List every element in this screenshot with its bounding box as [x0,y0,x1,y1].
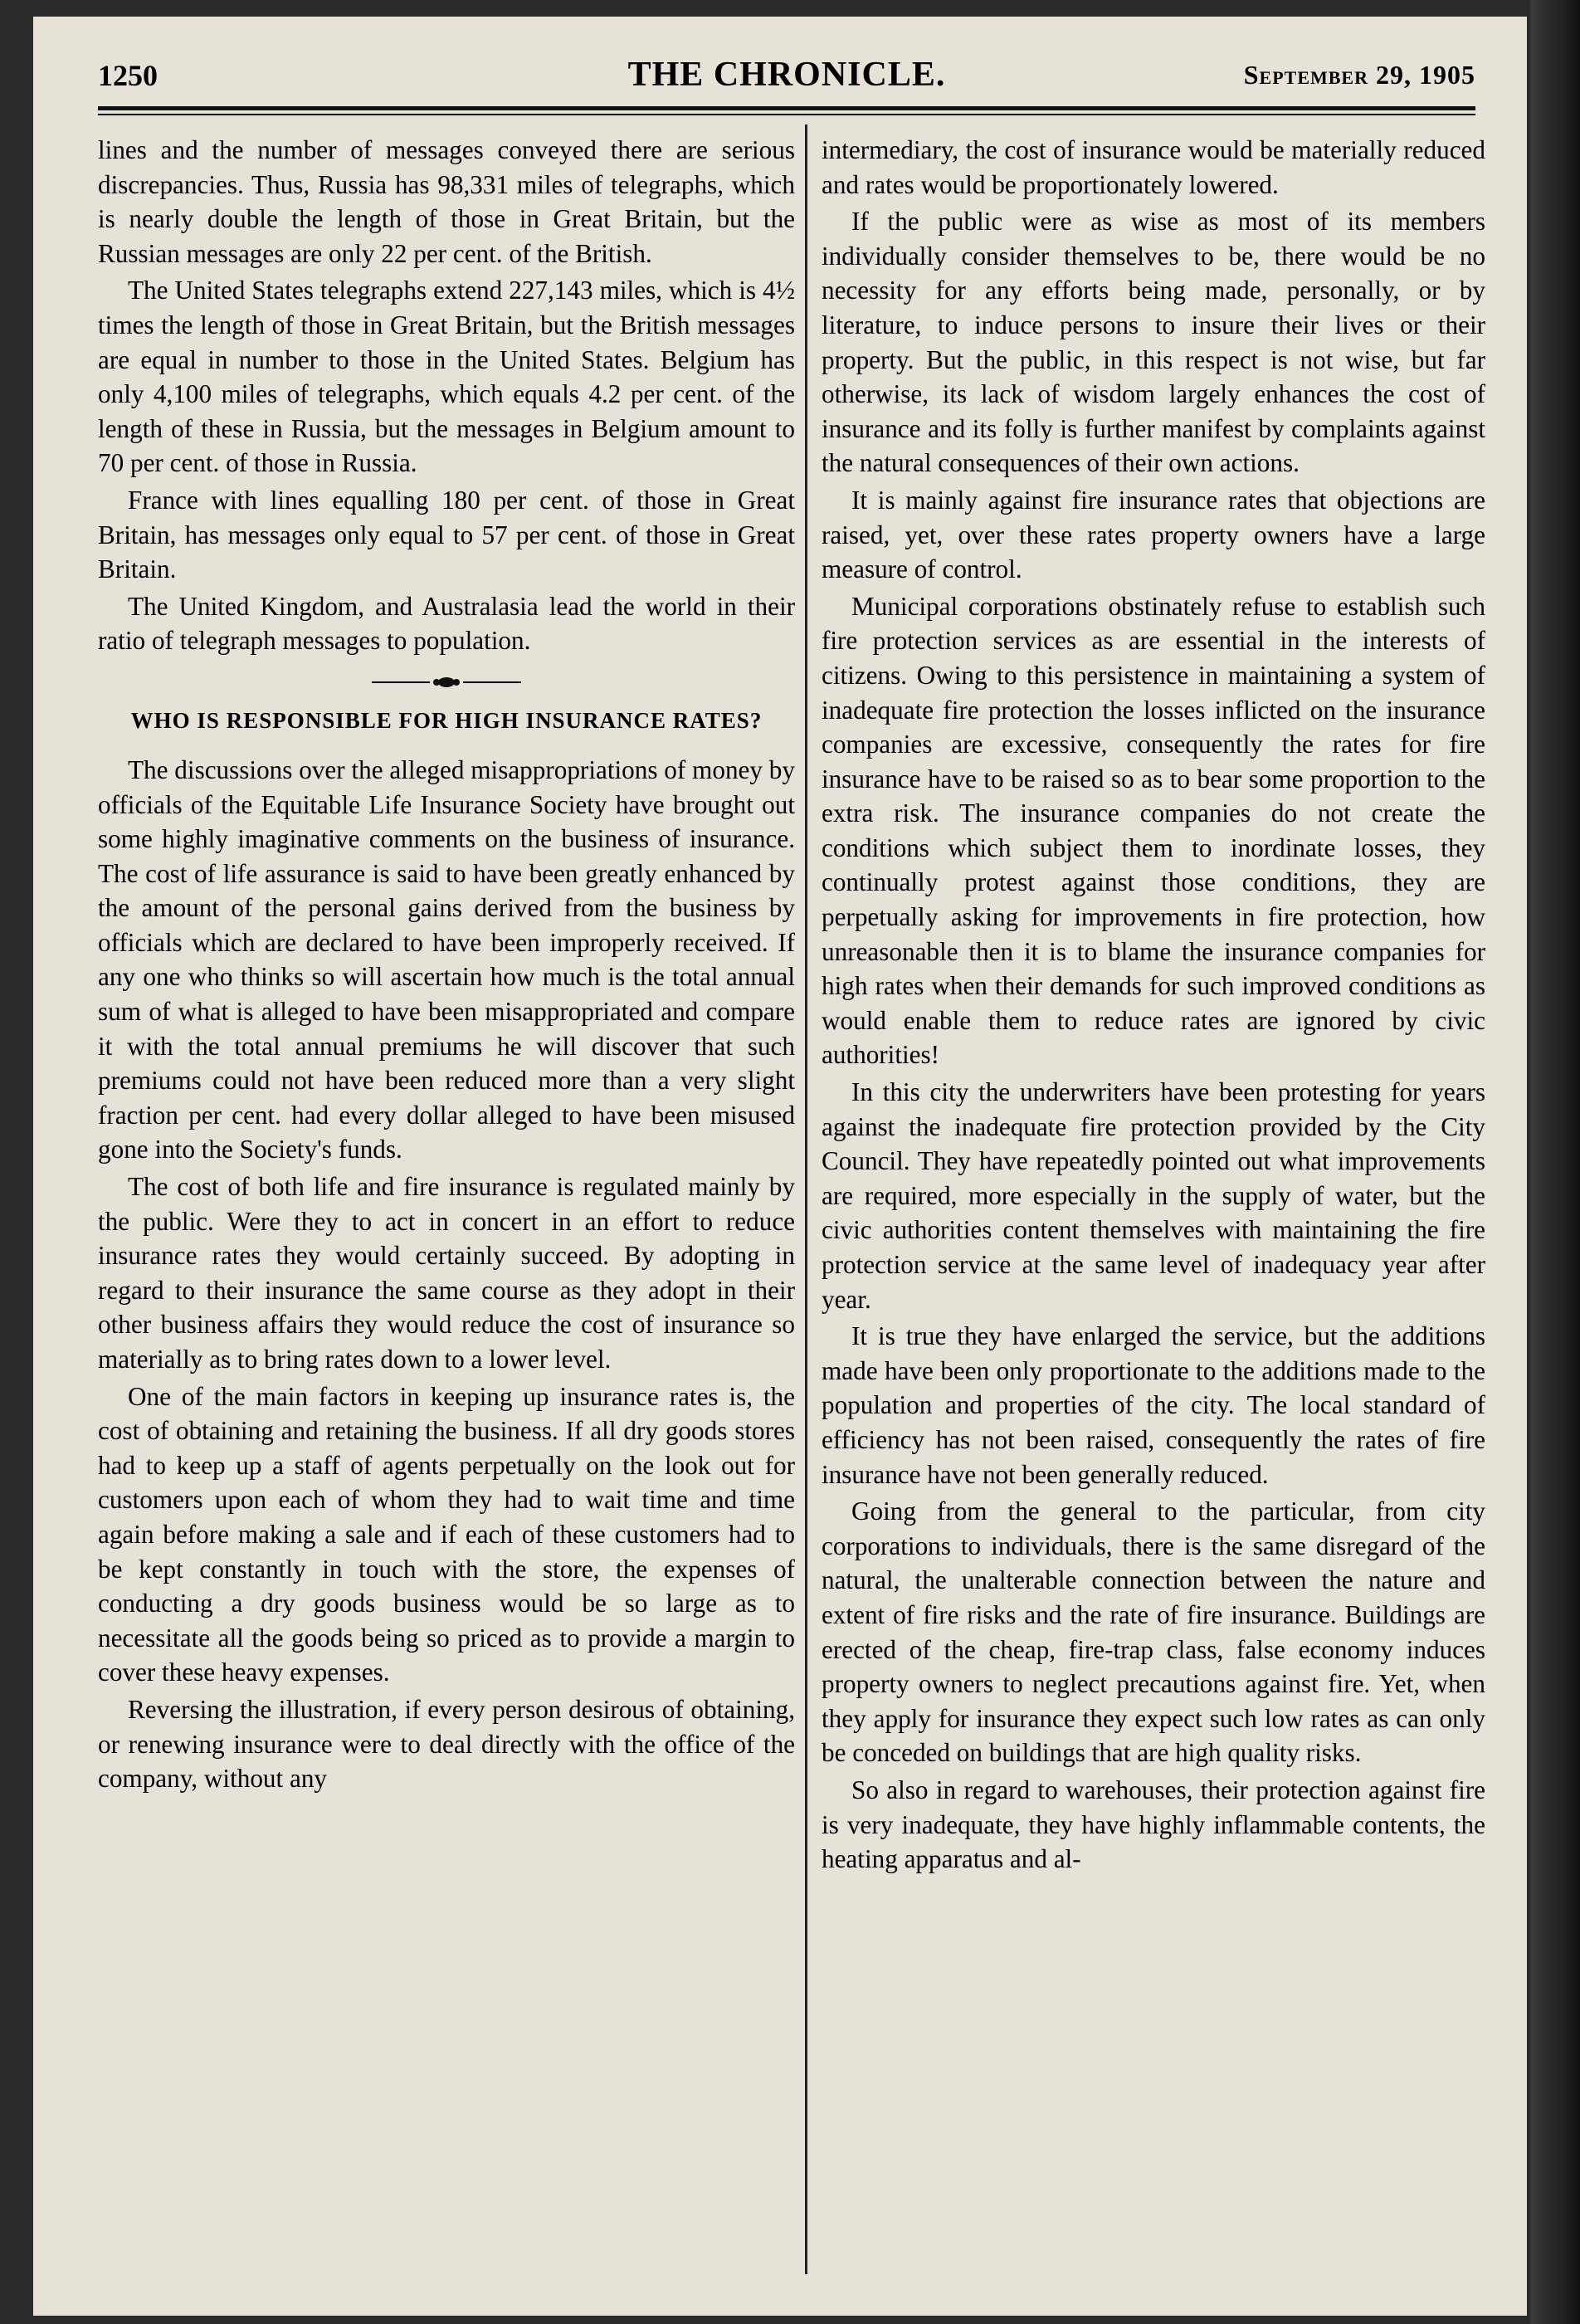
paragraph: France with lines equalling 180 per cent. of those in Great Britain, has messages only equal to 57 per cent. of those in Great Britain. [98,485,795,584]
paragraph: It is mainly against fire insurance rates that objections are raised, yet, over these rates property owners have a large measure of control. [822,485,1485,584]
paragraph: So also in regard to warehouses, their protection against fire is very inadequate, they have highly inflammable contents, the heating apparatus and al- [822,1775,1485,1874]
paragraph: The cost of both life and fire insurance is regulated mainly by the public. Were they to act in concert in an effort to reduce insurance rates they would certainly succeed. By adopting in regard to their insurance the same course as they adopt in their other business affairs they would reduce the cost of insurance so materially as to bring rates down to a lower level. [98,1172,795,1374]
scan-dark-edge [1530,0,1580,2324]
header-rule-thin [98,114,1475,115]
paragraph: lines and the number of messages conveyed there are serious discrepancies. Thus, Russia has 98,331 miles of telegraphs, which is nearly double the length of those in Great Britain, but the Russian messages are only 22 per cent. of the British. [98,135,795,268]
paragraph: In this city the underwriters have been protesting for years against the inadequate fire protection provided by the City Council. They have repeatedly pointed out what improvements are required, more especially in the supply of water, but the civic authorities content themselves with maintaining the fire protection service at the same level of inadequacy year after year. [822,1077,1485,1314]
right-column [822,133,1485,2274]
paragraph: Reversing the illustration, if every person desirous of obtaining, or renewing insurance were to deal directly with the office of the company, without any [98,1694,795,1794]
left-column [98,133,795,2274]
header-rule-thick [98,106,1475,110]
paragraph: The discussions over the alleged misappropriations of money by officials of the Equitable Life Insurance Society have brought out some highly imaginative comments on the business of insurance. The cost of life assurance is said to have been greatly enhanced by the amount of the personal gains derived from the business by officials which are declared to have been improperly received. If any one who thinks so will ascertain how much is the total annual sum of what is alleged to have been misappropriated and compare it with the total annual premiums he will discover that such premiums could not have been reduced more than a very slight fraction per cent. had every dollar alleged to have been misused gone into the Society's funds. [98,754,795,1164]
paragraph: One of the main factors in keeping up insurance rates is, the cost of obtaining and retaining the business. If all dry goods stores had to keep up a staff of agents perpetually on the look out for customers upon each of whom they had to wait time and time again before making a sale and if each of these customers had to be kept constantly in touch with the store, the expenses of conducting a dry goods business would be so large as to necessitate all the goods being so priced as to provide a margin to cover these heavy expenses. [98,1381,795,1687]
paragraph: If the public were as wise as most of its members individually consider themselves to be, there would be no necessity for any efforts being made, personally, or by literature, to induce persons to insure their lives or their property. But the public, in this respect is not wise, but far otherwise, its lack of wisdom largely enhances the cost of insurance and its folly is further manifest by complaints against the natural consequences of their own actions. [822,207,1485,478]
column-divider [805,124,807,2274]
section-ornament [98,666,795,691]
article-heading: WHO IS RESPONSIBLE FOR HIGH INSURANCE RATES? [130,707,763,733]
paragraph: The United States telegraphs extend 227,143 miles, which is 4½ times the length of those in Great Britain, but the British messages are equal in number to those in the United States. Belgium has only 4,100 miles of telegraphs, which equals 4.2 per cent. of the length of these in Russia, but the messages in Belgium amount to 70 per cent. of those in Russia. [98,276,795,478]
paragraph: The United Kingdom, and Australasia lead the world in their ratio of telegraph messages to population. [98,591,795,656]
page-number: 1250 [98,59,158,92]
issue-date: September 29, 1905 [1243,60,1475,90]
masthead [98,50,1475,100]
paragraph: intermediary, the cost of insurance would be materially reduced and rates would be proportionately lowered. [822,135,1485,199]
paragraph: It is true they have enlarged the service, but the additions made have been only proportionate to the additions made to the population and properties of the city. The local standard of efficiency has not been raised, consequently the rates of fire insurance have not been generally reduced. [822,1321,1485,1489]
paragraph: Going from the general to the particular, from city corporations to individuals, there is the same disregard of the natural, the unalterable connection between the nature and extent of fire risks and the rate of fire insurance. Buildings are erected of the cheap, fire-trap class, false economy induces property owners to neglect precautions against fire. Yet, when they apply for insurance they expect such low rates as can only be conceded on buildings that are high quality risks. [822,1496,1485,1768]
paragraph: Municipal corporations obstinately refuse to establish such fire protection services as are essential in the interests of citizens. Owing to this persistence in maintaining a system of inadequate fire protection the losses inflicted on the insurance companies are excessive, consequently the rates for fire insurance have to be raised so as to bear some proportion to the extra risk. The insurance companies do not create the conditions which subject them to inordinate losses, they continually protest against those conditions, they are perpetually asking for improvements in fire protection, how unreasonable then it is to blame the insurance companies for high rates when their demands for such improved conditions as would enable them to reduce rates are ignored by civic authorities! [822,591,1485,1070]
publication-title: THE CHRONICLE. [627,56,946,94]
